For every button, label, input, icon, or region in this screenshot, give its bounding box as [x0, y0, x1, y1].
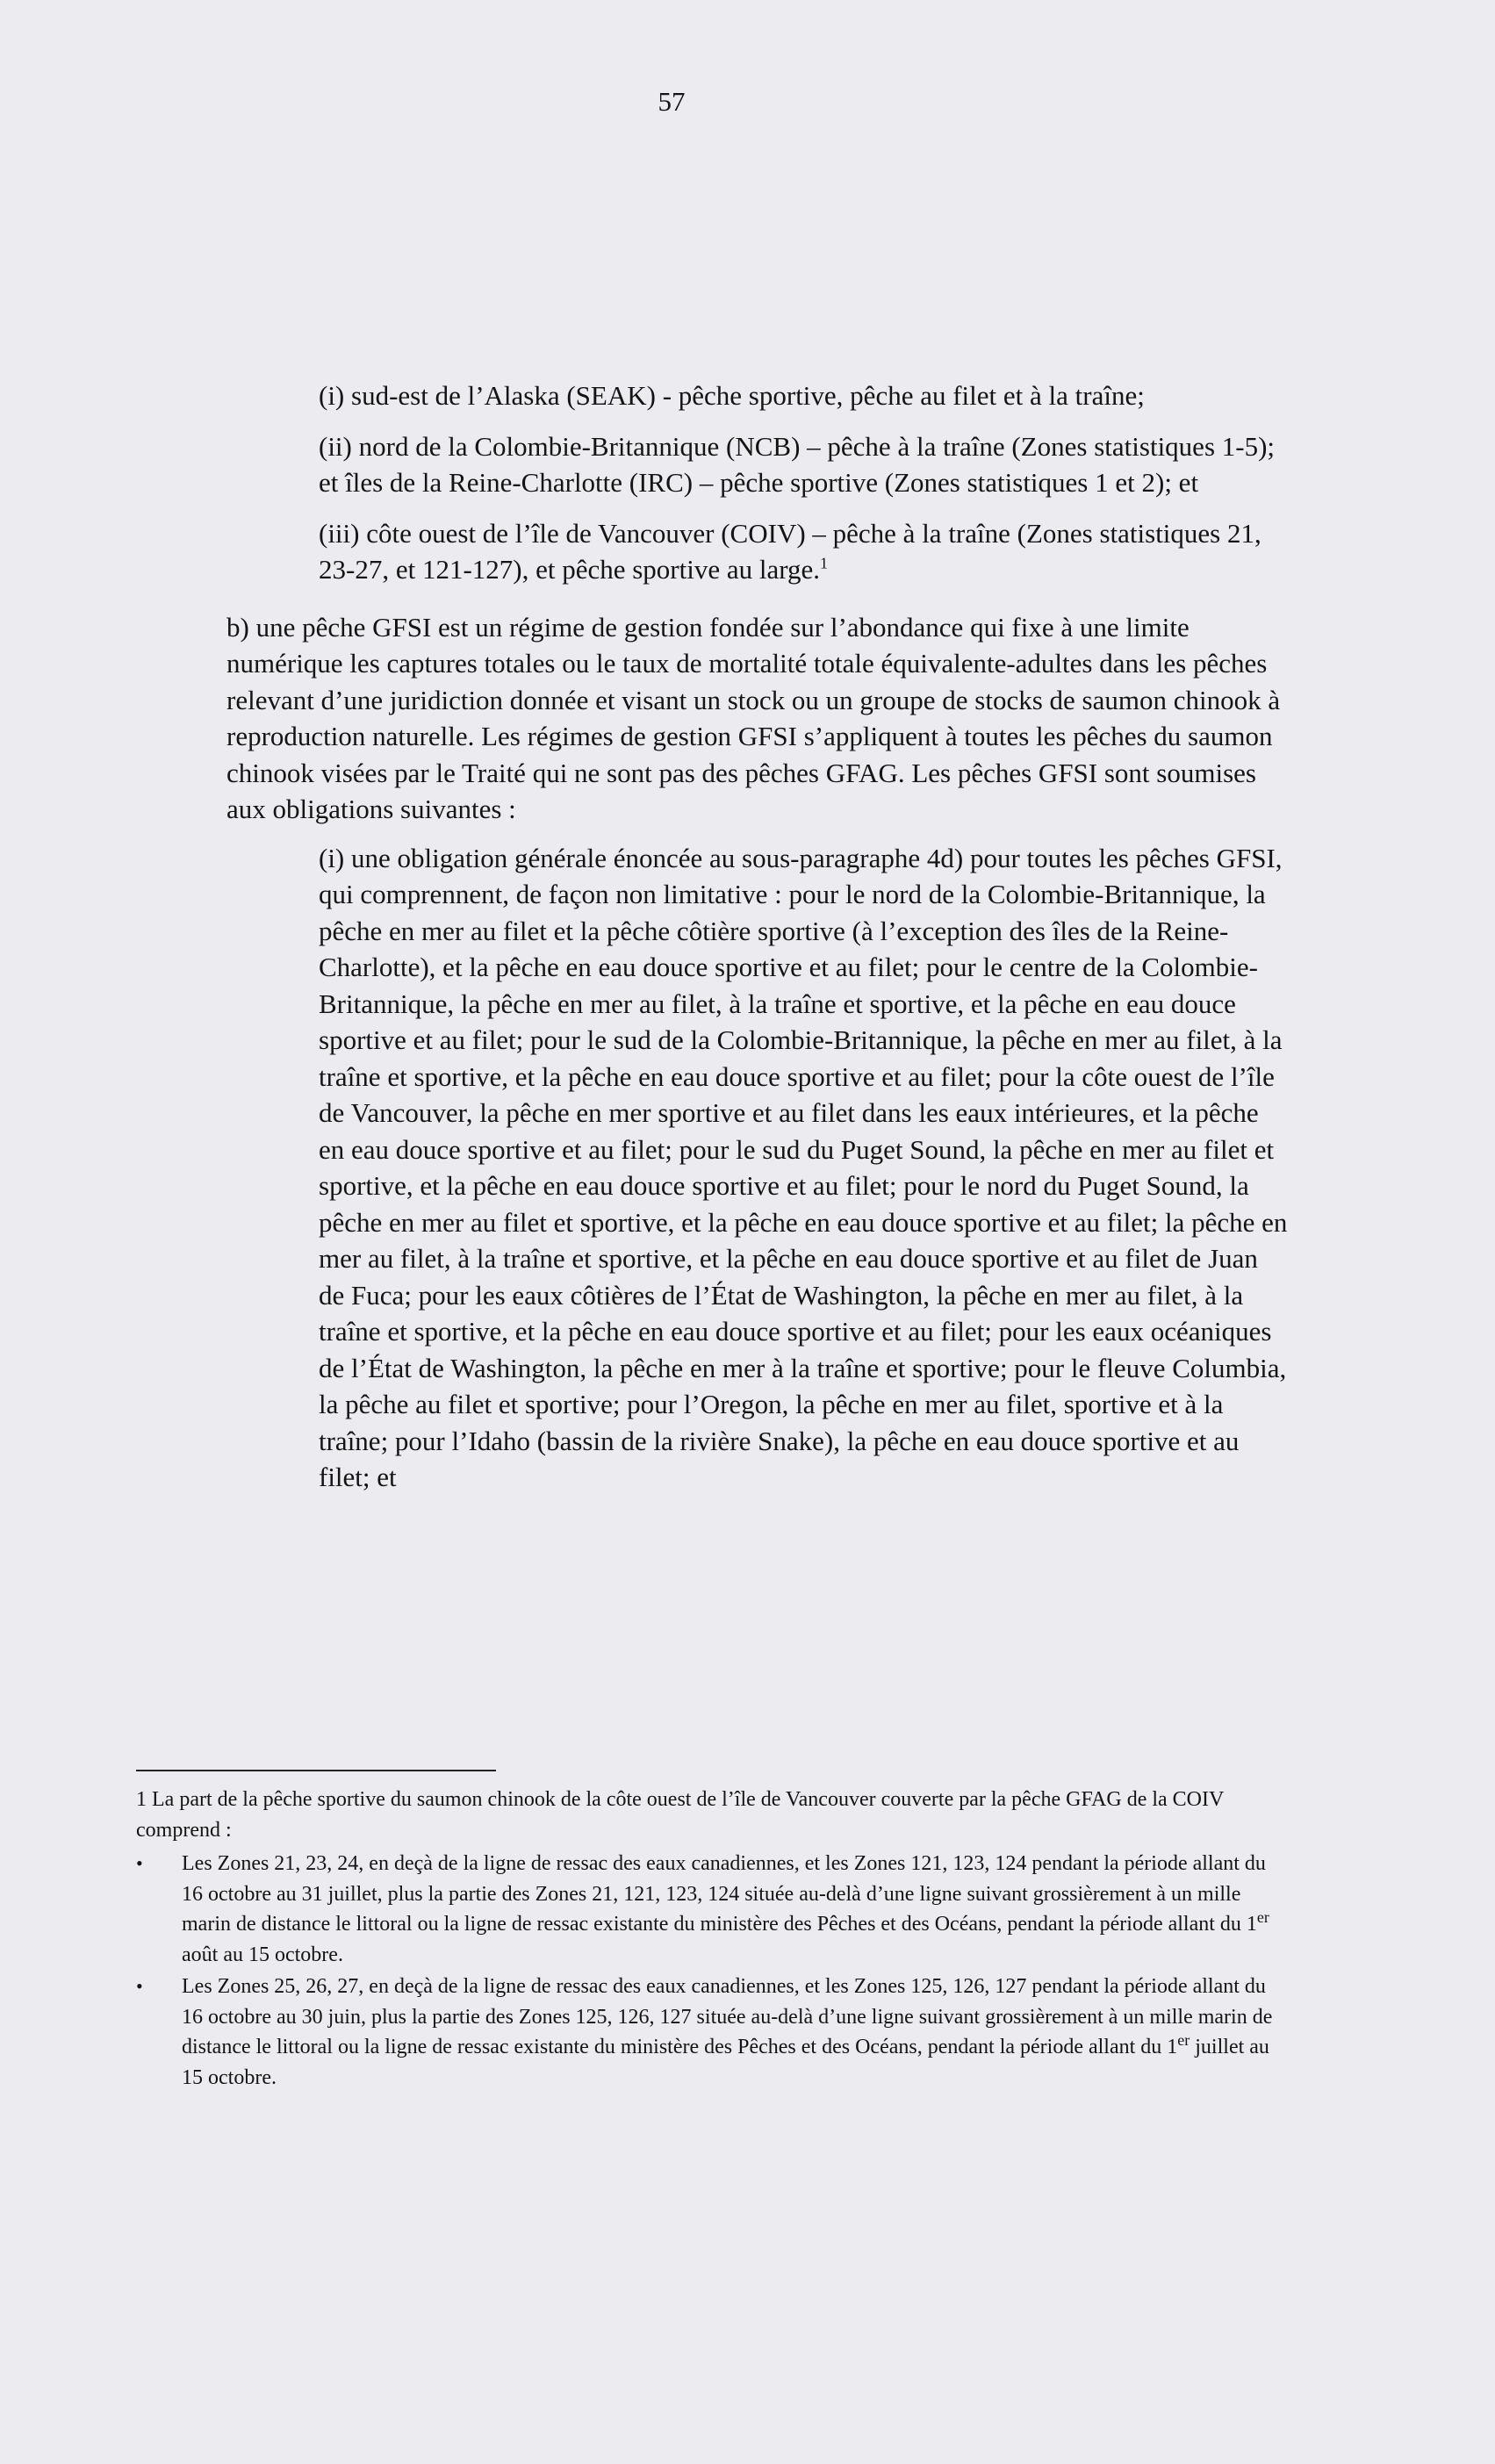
footnote-intro: 1 La part de la pêche sportive du saumon chinook de la côte ouest de l’île de Vancouver couverte par la pêche GFAG de la COIV comprend : [136, 1788, 1224, 1842]
bullet-icon: • [136, 1852, 143, 1874]
footnote-item [136, 1972, 1277, 2093]
footnotes [136, 1785, 1277, 2094]
para-a-item-iii-text: (iii) côte ouest de l’île de Vancouver (COIV) – pêche à la traîne (Zones statistiques 21, 23-27, et 121-127), et pêche sportive au large. [319, 517, 1261, 585]
para-a-item-i: (i) sud-est de l’Alaska (SEAK) - pêche sportive, pêche au filet et à la traîne; [319, 380, 1145, 411]
bullet-icon: • [136, 1975, 143, 1997]
footnote-item-text-end: août au 15 octobre. [182, 1943, 343, 1966]
footnote-item-text: Les Zones 21, 23, 24, en deçà de la ligne de ressac des eaux canadiennes, et les Zones 121, 123, 124 pendant la période allant du 16 octobre au 31 juillet, plus la partie des Zones 21, 121, 123, 124 située au-delà d’une ligne suivant grossièrement à un mille marin de distance le littoral ou la ligne de ressac existante du ministère des Pêches et des Océans, pendant la période allant du 1 [182, 1852, 1266, 1936]
superscript: er [1177, 2031, 1190, 2049]
footnote-item-text-end: juillet au 15 octobre. [182, 2036, 1269, 2089]
para-a-item-ii: (ii) nord de la Colombie-Britannique (NCB) – pêche à la traîne (Zones statistiques 1-5); et îles de la Reine-Charlotte (IRC) – pêche sportive (Zones statistiques 1 et 2); et [319, 430, 1276, 498]
paragraph-b: b) une pêche GFSI est un régime de gestion fondée sur l’abondance qui fixe à une limite numérique les captures totales ou le taux de mortalité totale équivalente-adultes dans les pêches relevant d’une juridiction donnée et visant un stock ou un groupe de stocks de saumon chinook à reproduction naturelle. Les régimes de gestion GFSI s’appliquent à toutes les pêches du saumon chinook visées par le Traité qui ne sont pas des pêches GFAG. Les pêches GFSI sont soumises aux obligations suivantes : [226, 611, 1281, 824]
footnote-divider [136, 1770, 496, 1771]
footnote-list [136, 1849, 1277, 2093]
footnote-item-text: Les Zones 25, 26, 27, en deçà de la ligne de ressac des eaux canadiennes, et les Zones 125, 126, 127 pendant la période allant du 16 octobre au 30 juin, plus la partie des Zones 125, 126, 127 située au-delà d’une ligne suivant grossièrement à un mille marin de distance le littoral ou la ligne de ressac existante du ministère des Pêches et des Océans, pendant la période allant du 1 [182, 1975, 1273, 2058]
footnote-item [136, 1849, 1277, 1970]
footnote-ref: 1 [820, 554, 829, 572]
page-number: 57 [658, 86, 686, 117]
superscript: er [1256, 1908, 1269, 1926]
para-a-item-iii [319, 515, 1289, 588]
para-b-item-i: (i) une obligation générale énoncée au sous-paragraphe 4d) pour toutes les pêches GFSI, qui comprennent, de façon non limitative : pour le nord de la Colombie-Britannique, la pêche en mer au filet et la pêche côtière sportive (à l’exception des îles de la Reine-Charlotte), et la pêche en eau douce sportive et au filet; pour le centre de la Colombie-Britannique, la pêche en mer au filet, à la traîne et sportive, et la pêche en eau douce sportive et au filet; pour le sud de la Colombie-Britannique, la pêche en mer au filet, à la traîne et sportive, et la pêche en eau douce sportive et au filet; pour la côte ouest de l’île de Vancouver, la pêche en mer sportive et au filet dans les eaux intérieures, et la pêche en eau douce sportive et au filet; pour le sud du Puget Sound, la pêche en mer au filet et sportive, et la pêche en eau douce sportive et au filet; pour le nord du Puget Sound, la pêche en mer au filet et sportive, et la pêche en eau douce sportive et au filet; la pêche en mer au filet, à la traîne et sportive, et la pêche en eau douce sportive et au filet de Juan de Fuca; pour les eaux côtières de l’État de Washington, la pêche en mer au filet, à la traîne et sportive, et la pêche en eau douce sportive et au filet; pour les eaux océaniques de l’État de Washington, la pêche en mer à la traîne et sportive; pour le fleuve Columbia, la pêche au filet et sportive; pour l’Oregon, la pêche en mer au filet, sportive et à la traîne; pour l’Idaho (bassin de la rivière Snake), la pêche en eau douce sportive et au filet; et [319, 842, 1288, 1492]
main-text [226, 377, 1289, 1496]
